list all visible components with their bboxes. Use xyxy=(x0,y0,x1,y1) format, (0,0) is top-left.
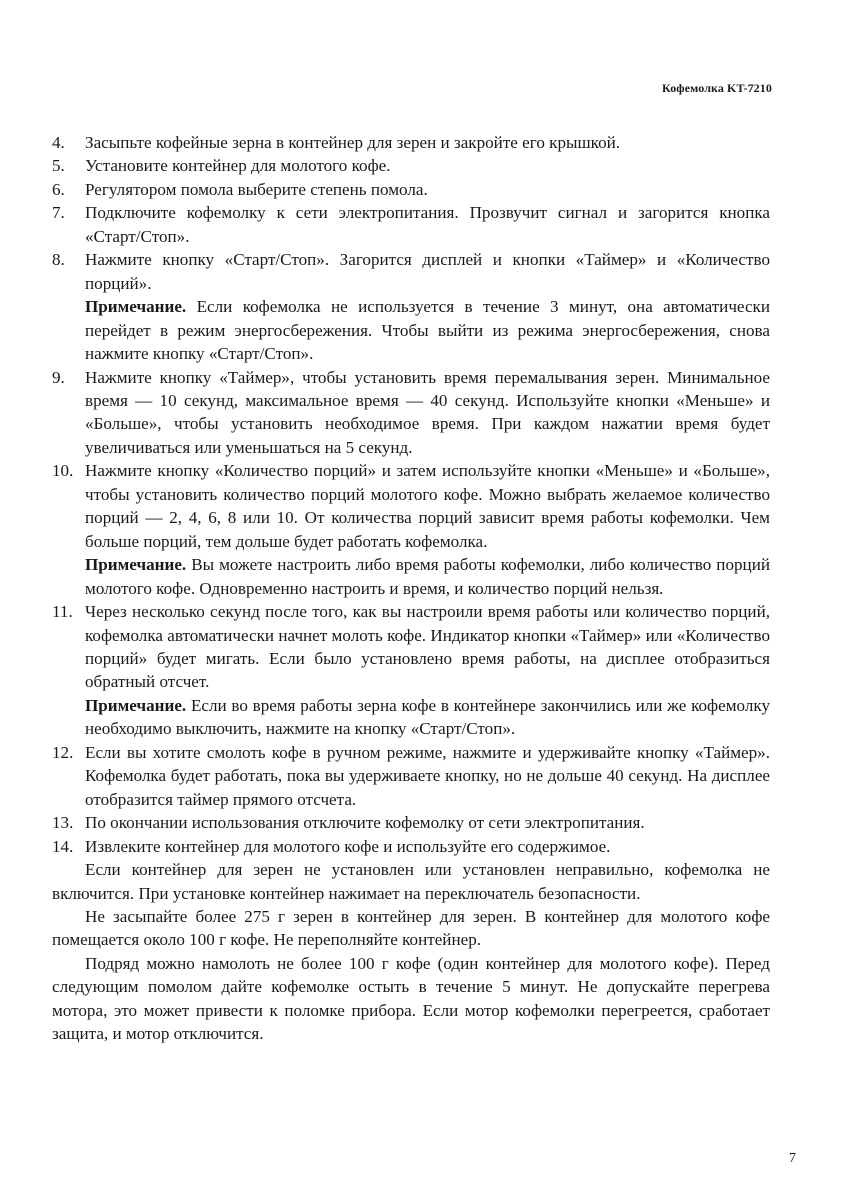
paragraph-safety-switch: Если контейнер для зерен не установлен или установлен неправильно, кофемолка не включится. При установке контейнер нажимает на переключатель безопасности. xyxy=(52,860,770,903)
list-item-5 xyxy=(52,154,770,177)
list-item-text: Если вы хотите смолоть кофе в ручном режиме, нажмите и удерживайте кнопку «Таймер». Кофемолка будет работать, пока вы удерживаете кнопку, но не дольше 40 секунд. На дисплее отобразится таймер прямого отсчета. xyxy=(85,742,770,809)
list-item-9 xyxy=(52,366,770,460)
list-item-number: 14. xyxy=(52,836,74,856)
list-item-12 xyxy=(52,741,770,811)
list-item-number: 5. xyxy=(52,156,65,176)
note-text: Если во время работы зерна кофе в контейнере закончились или же кофемолку необходимо выключить, нажмите на кнопку «Старт/Стоп». xyxy=(85,695,770,739)
list-item-8 xyxy=(52,248,770,295)
list-item-text: По окончании использования отключите кофемолку от сети электропитания. xyxy=(85,813,645,833)
list-item-number: 4. xyxy=(52,133,65,152)
note-label: Примечание. xyxy=(85,297,187,317)
list-item-text: Установите контейнер для молотого кофе. xyxy=(85,156,391,176)
note-stop xyxy=(52,694,770,741)
paragraph-overheat: Подряд можно намолоть не более 100 г кофе (один контейнер для молотого кофе). Перед следующим помолом дайте кофемолке остыть в течение 5 минут. Не допускайте перегрева мотора, это может привести к поломке прибора. Если мотор кофемолки перегреется, сработает защита, и мотор отключится. xyxy=(52,953,770,1044)
note-time-or-portions xyxy=(52,553,770,600)
list-item-text: Нажмите кнопку «Количество порций» и затем используйте кнопки «Меньше» и «Больше», чтобы установить количество порций молотого кофе. Можно выбрать желаемое количество порций — 2, 4, 6, 8 или 10. От количества порций зависит время работы кофемолки. Чем больше порций, тем дольше будет работать кофемолка. xyxy=(85,461,770,551)
list-item-7 xyxy=(52,201,770,248)
list-item-number: 13. xyxy=(52,813,74,833)
list-item-14 xyxy=(52,835,770,858)
list-item-number: 9. xyxy=(52,367,65,387)
page-number: 7 xyxy=(789,1151,796,1166)
list-item-4 xyxy=(52,131,770,154)
paragraph-capacity: Не засыпайте более 275 г зерен в контейнер для зерен. В контейнер для молотого кофе помещается около 100 г кофе. Не переполняйте контейнер. xyxy=(52,906,770,950)
list-item-number: 12. xyxy=(52,742,74,762)
note-text: Вы можете настроить либо время работы кофемолки, либо количество порций молотого кофе. Одновременно настроить и время, и количество порций нельзя. xyxy=(85,555,770,598)
instructions-body xyxy=(52,131,770,1046)
list-item-13 xyxy=(52,811,770,834)
list-item-11 xyxy=(52,600,770,694)
list-item-text: Через несколько секунд после того, как вы настроили время работы или количество порций, кофемолка автоматически начнет молоть кофе. Индикатор кнопки «Таймер» или «Количество порций» будет мигать. Если было установлено время работы, на дисплее отобразиться обратный отсчет. xyxy=(85,602,770,692)
list-item-text: Нажмите кнопку «Таймер», чтобы установить время перемалывания зерен. Минимальное время — 10 секунд, максимальное время — 40 секунд. Используйте кнопки «Меньше» и «Больше», чтобы установить необходимое время. При каждом нажатии время будет увеличиваться или уменьшаться на 5 секунд. xyxy=(85,367,770,457)
list-item-6 xyxy=(52,178,770,201)
running-header-title: Кофемолка KT-7210 xyxy=(662,81,772,95)
list-item-text: Нажмите кнопку «Старт/Стоп». Загорится дисплей и кнопки «Таймер» и «Количество порций». xyxy=(85,250,770,293)
note-energy-saving xyxy=(52,295,770,365)
list-item-number: 11. xyxy=(52,602,73,622)
list-item-number: 8. xyxy=(52,250,65,270)
list-item-number: 10. xyxy=(52,461,74,481)
list-item-10 xyxy=(52,459,770,553)
list-item-text: Засыпьте кофейные зерна в контейнер для зерен и закройте его крышкой. xyxy=(85,133,621,152)
list-item-text: Регулятором помола выберите степень помола. xyxy=(85,179,428,199)
list-item-number: 7. xyxy=(52,203,65,223)
list-item-number: 6. xyxy=(52,179,65,199)
list-item-text: Подключите кофемолку к сети электропитания. Прозвучит сигнал и загорится кнопка «Старт/Стоп». xyxy=(85,203,770,246)
note-label: Примечание. xyxy=(85,555,187,575)
note-text: Если кофемолка не используется в течение 3 минут, она автоматически перейдет в режим энергосбережения. Чтобы выйти из режима энергосбережения, снова нажмите кнопку «Старт/Стоп». xyxy=(85,297,770,364)
note-label: Примечание. xyxy=(85,695,187,715)
list-item-text: Извлеките контейнер для молотого кофе и используйте его содержимое. xyxy=(85,836,611,856)
